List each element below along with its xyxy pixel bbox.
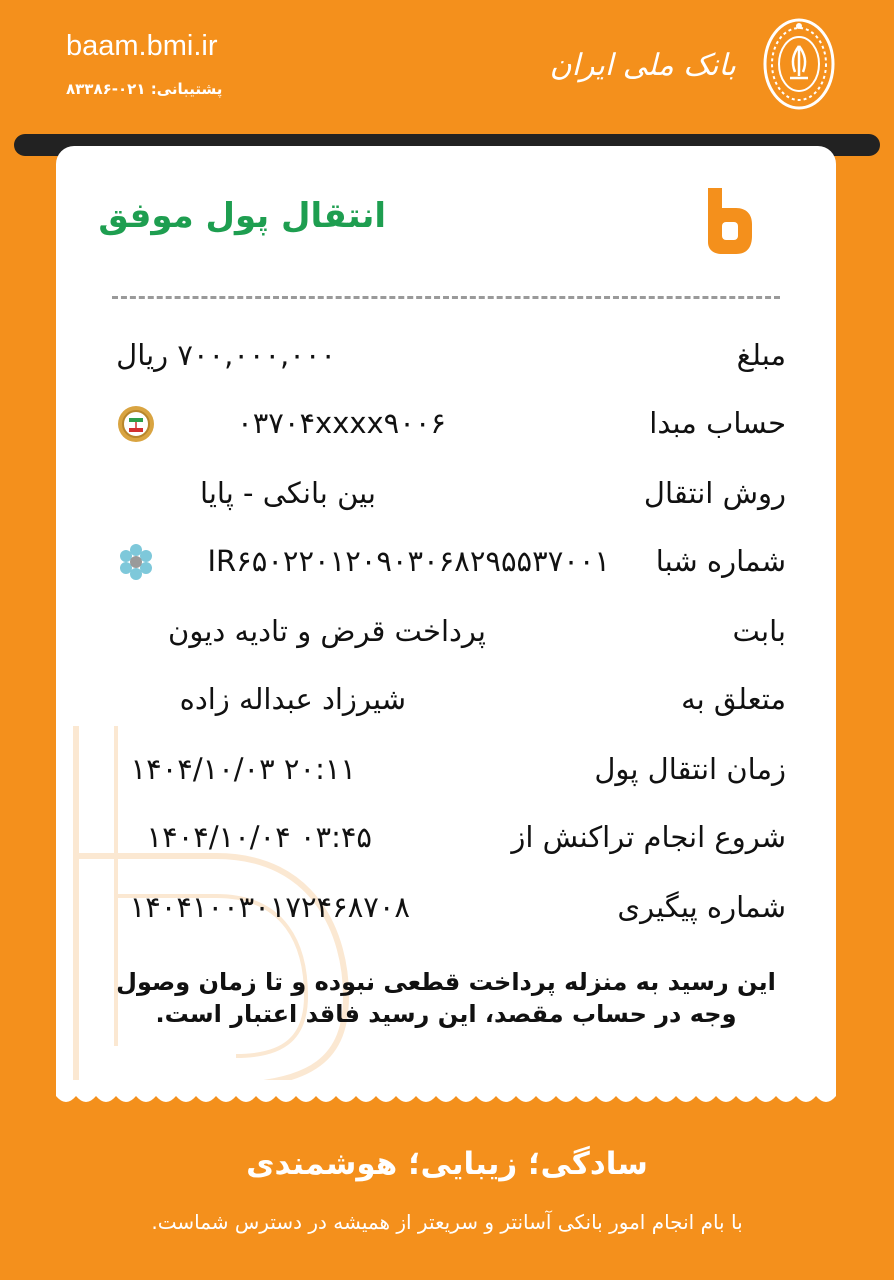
support-phone: پشتیبانی: ۰۲۱-۸۳۳۸۶ — [66, 80, 223, 98]
receipt-card — [56, 146, 836, 1096]
footer-text: با بام انجام امور بانکی آسانتر و سریعتر از همیشه در دسترس شماست. — [151, 1210, 743, 1234]
row-value: ۱۴۰۴۱۰۰۳۰۱۷۲۴۶۸۷۰۸ — [129, 890, 410, 924]
row-label: شماره شبا — [655, 544, 786, 578]
row-sheba — [56, 544, 836, 592]
site-url[interactable]: baam.bmi.ir — [66, 30, 218, 62]
row-label: بابت — [732, 614, 786, 648]
row-value: شیرزاد عبداله زاده — [179, 682, 406, 716]
row-value: پرداخت قرض و تادیه دیون — [168, 614, 486, 648]
row-label: شروع انجام تراکنش از — [511, 820, 786, 854]
row-label: روش انتقال — [643, 476, 786, 510]
row-purpose — [56, 614, 836, 662]
receipt-torn-edge — [56, 1080, 836, 1110]
row-label: شماره پیگیری — [617, 890, 786, 924]
row-value: ۱۴۰۴/۱۰/۰۴ ۰۳:۴۵ — [146, 820, 372, 854]
row-value: ۷۰۰,۰۰۰,۰۰۰ ریال — [116, 338, 336, 372]
row-label: متعلق به — [681, 682, 786, 716]
row-value: ۰۳۷۰۴xxxx۹۰۰۶ — [237, 406, 446, 440]
row-source-account — [56, 406, 836, 454]
receipt-disclaimer: این رسید به منزله پرداخت قطعی نبوده و تا زمان وصول وجه در حساب مقصد، این رسید فاقد اعتبار است. — [116, 968, 776, 1028]
row-value: بین بانکی - پایا — [200, 476, 376, 510]
row-owner — [56, 682, 836, 730]
baam-logo-icon — [702, 184, 756, 256]
row-amount — [56, 338, 836, 386]
row-value: ۱۴۰۴/۱۰/۰۳ ۲۰:۱۱ — [130, 752, 356, 786]
row-transfer-method — [56, 476, 836, 524]
row-label: حساب مبدا — [649, 406, 786, 440]
row-label: مبلغ — [736, 338, 786, 372]
divider — [112, 296, 780, 299]
footer-slogan: سادگی؛ زیبایی؛ هوشمندی — [246, 1146, 648, 1182]
row-transfer-time — [56, 752, 836, 800]
row-transaction-start — [56, 820, 836, 868]
flower-bank-icon — [116, 542, 156, 582]
row-tracking-number — [56, 890, 836, 938]
bank-melli-emblem-icon — [116, 404, 156, 444]
bank-name-logotype: بانک ملی ایران — [549, 48, 736, 83]
receipt-title: انتقال پول موفق — [98, 196, 386, 236]
row-label: زمان انتقال پول — [594, 752, 786, 786]
bank-melli-emblem-icon — [762, 16, 836, 112]
row-value: IR۶۵۰۲۲۰۱۲۰۹۰۳۰۶۸۲۹۵۵۳۷۰۰۱ — [207, 544, 610, 578]
